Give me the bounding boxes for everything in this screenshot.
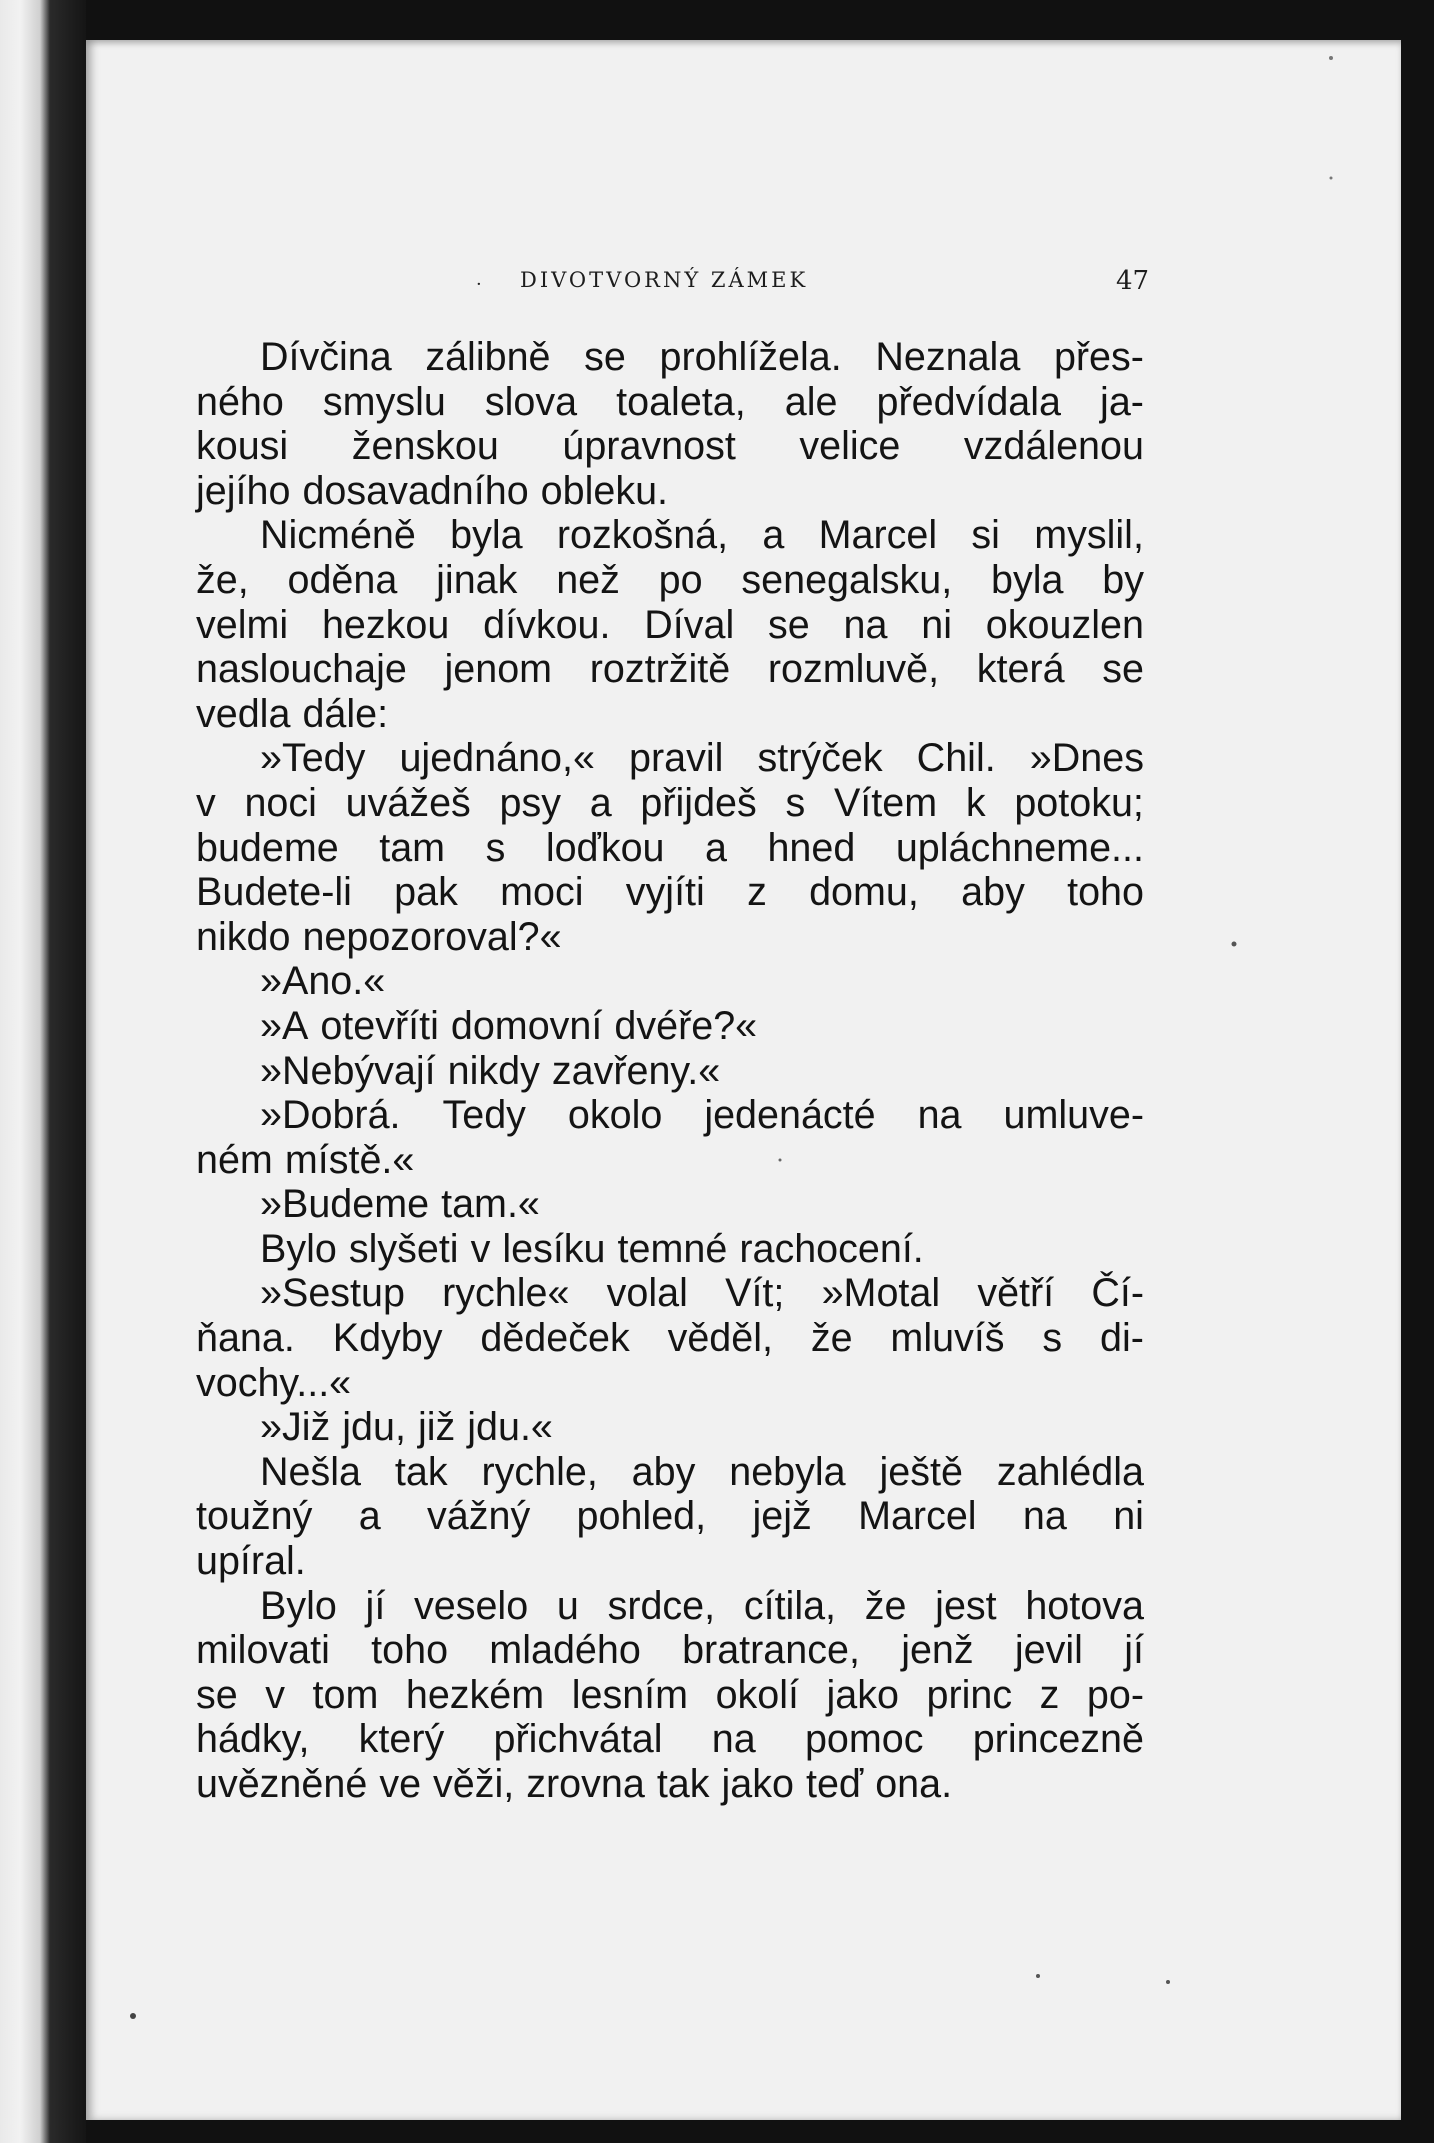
word: veselo: [414, 1583, 529, 1628]
word: »Nebývají: [260, 1048, 436, 1093]
word: Čí-: [1091, 1271, 1144, 1316]
word: princ: [926, 1672, 1013, 1717]
word: úpravnost: [562, 424, 736, 469]
word: Nicméně: [260, 513, 416, 558]
word: cítila,: [743, 1583, 837, 1628]
word: že: [864, 1583, 907, 1628]
text-line: [196, 959, 1144, 1004]
word: a: [358, 1494, 381, 1539]
text-line: [196, 424, 1144, 469]
word: než: [556, 557, 620, 602]
word: která: [976, 647, 1065, 692]
word: mladého: [489, 1628, 641, 1673]
text-line: [196, 1584, 1144, 1629]
word: kousi: [196, 424, 289, 469]
word: Bylo: [260, 1226, 337, 1271]
word: pravil: [629, 736, 724, 781]
word: který: [358, 1717, 445, 1762]
word: že: [810, 1316, 853, 1361]
word: hned: [767, 825, 856, 870]
word: Tedy: [442, 1093, 526, 1138]
word: již: [417, 1405, 456, 1450]
word: dědeček: [480, 1316, 630, 1361]
word: »Sestup: [260, 1271, 405, 1316]
text-line: [196, 558, 1144, 603]
text-line: [196, 1316, 1144, 1361]
word: »Dobrá.: [260, 1093, 401, 1138]
word: rychle«: [442, 1271, 570, 1316]
word: obleku.: [540, 468, 669, 513]
word: oděna: [287, 557, 398, 602]
word: po-: [1086, 1672, 1144, 1717]
word: k: [965, 780, 986, 825]
book-spine-edge: [0, 0, 86, 2143]
word: si: [971, 513, 1000, 558]
word: na: [917, 1093, 962, 1138]
word: toho: [371, 1628, 449, 1673]
word: nepozoroval?«: [302, 914, 562, 959]
word: s: [485, 825, 506, 870]
word: uvězněné: [196, 1762, 368, 1806]
word: po: [658, 557, 703, 602]
text-line: [196, 1405, 1144, 1450]
word: jako: [721, 1762, 794, 1806]
word: Nešla: [260, 1449, 361, 1494]
word: senegalsku,: [741, 557, 953, 602]
word: slyšeti: [348, 1226, 459, 1271]
word: upíral.: [196, 1539, 306, 1584]
word: jinak: [436, 557, 518, 602]
word: di-: [1100, 1316, 1144, 1361]
word: byla: [991, 557, 1064, 602]
word: psy: [499, 780, 561, 825]
text-line: [196, 1271, 1144, 1316]
word: tom: [312, 1672, 379, 1717]
word: Marcel: [818, 513, 938, 558]
text-line: [196, 1494, 1144, 1539]
word: rozmluvě,: [767, 647, 940, 692]
word: ve: [379, 1762, 422, 1806]
word: tam.«: [441, 1182, 540, 1227]
text-line: [196, 513, 1144, 558]
word: teď: [805, 1762, 864, 1806]
word: rozkošná,: [556, 513, 729, 558]
word: tam: [379, 825, 446, 870]
word: jevil: [1014, 1628, 1083, 1673]
word: místě.«: [284, 1137, 415, 1182]
word: jedenácté: [704, 1093, 876, 1138]
word: »Již: [260, 1405, 331, 1450]
word: loďkou: [545, 825, 665, 870]
word: aby: [961, 870, 1025, 915]
word: nikdy: [447, 1048, 540, 1093]
word: srdce,: [607, 1583, 716, 1628]
word: »Motal: [821, 1271, 941, 1316]
word: jenž: [901, 1628, 974, 1673]
word: bratrance,: [682, 1628, 860, 1673]
word: okolo: [567, 1093, 663, 1138]
word: slova: [484, 379, 578, 424]
word: hezkém: [405, 1672, 545, 1717]
word: na: [843, 602, 888, 647]
word: temné: [617, 1226, 728, 1271]
text-line: [196, 603, 1144, 648]
running-head: [0, 268, 1434, 298]
word: toaleta,: [616, 379, 746, 424]
text-line: [196, 469, 1144, 514]
word: jako: [826, 1672, 899, 1717]
text-line: [196, 915, 1144, 960]
word: »A: [260, 1003, 309, 1048]
word: noci: [244, 780, 317, 825]
text-line: [196, 1673, 1144, 1718]
word: velmi: [196, 602, 289, 647]
text-line: [196, 692, 1144, 737]
word: Neznala: [875, 335, 1021, 379]
text-line: [196, 1004, 1144, 1049]
word: naslouchaje: [196, 647, 407, 692]
word: s: [1042, 1316, 1063, 1361]
word: vážný: [427, 1494, 531, 1539]
word: umluve-: [1003, 1093, 1144, 1138]
head-ornament-dot: ·: [476, 274, 482, 295]
text-line: [196, 380, 1144, 425]
word: vochy...«: [196, 1360, 352, 1405]
word: strýček: [757, 736, 883, 781]
word: okolí: [715, 1672, 799, 1717]
word: hádky,: [196, 1717, 310, 1762]
text-line: [196, 1450, 1144, 1495]
word: jí: [365, 1583, 386, 1628]
word: jenom: [444, 647, 553, 692]
word: ještě: [879, 1449, 963, 1494]
word: vzdálenou: [963, 424, 1144, 469]
text-line: [196, 1227, 1144, 1272]
word: vedla: [196, 691, 291, 736]
word: a: [705, 825, 727, 870]
word: uvážeš: [345, 780, 471, 825]
word: a: [762, 513, 785, 558]
word: v: [470, 1226, 491, 1271]
word: Kdyby: [332, 1316, 443, 1361]
word: se: [196, 1672, 238, 1717]
word: pak: [394, 870, 458, 915]
word: v: [196, 780, 216, 825]
word: přichvátal: [493, 1717, 663, 1762]
text-line: [196, 826, 1144, 871]
word: volal: [606, 1271, 688, 1316]
word: ja-: [1100, 379, 1144, 424]
word: princezně: [972, 1717, 1144, 1762]
text-line: [196, 1049, 1144, 1094]
word: zahlédla: [996, 1449, 1144, 1494]
word: milovati: [196, 1628, 330, 1673]
word: dívkou.: [483, 602, 611, 647]
word: z: [1039, 1672, 1060, 1717]
word: smyslu: [322, 379, 446, 424]
word: jejž: [752, 1494, 812, 1539]
text-line: [196, 1138, 1144, 1183]
word: ňana.: [196, 1316, 295, 1361]
word: ného: [196, 379, 284, 424]
word: toužný: [196, 1494, 313, 1539]
word: »Budeme: [260, 1182, 430, 1227]
word: tak: [394, 1449, 448, 1494]
word: přes-: [1053, 335, 1144, 379]
word: jest: [935, 1583, 997, 1628]
word: s: [785, 780, 806, 825]
text-line: [196, 647, 1144, 692]
word: jdu.«: [467, 1405, 553, 1450]
word: pomoc: [804, 1717, 924, 1762]
word: rachocení.: [739, 1226, 924, 1271]
word: Bylo: [260, 1583, 337, 1628]
word: a: [589, 780, 612, 825]
word: zavřeny.«: [551, 1048, 721, 1093]
text-line: [196, 736, 1144, 781]
word: aby: [631, 1449, 696, 1494]
word: se: [768, 602, 810, 647]
text-line: [196, 1717, 1144, 1762]
word: potoku;: [1014, 780, 1144, 825]
word: zrovna: [526, 1762, 645, 1806]
word: ona.: [875, 1762, 953, 1806]
word: se: [1102, 647, 1144, 692]
page-number: 47: [1116, 266, 1150, 296]
word: ale: [784, 379, 838, 424]
word: upláchneme...: [895, 825, 1144, 870]
word: ném: [196, 1137, 273, 1182]
word: hezkou: [321, 602, 450, 647]
word: z: [747, 870, 767, 915]
word: dále:: [302, 691, 389, 736]
word: lesíku: [502, 1226, 606, 1271]
word: na: [711, 1717, 756, 1762]
word: u: [556, 1583, 579, 1628]
word: hotova: [1025, 1583, 1144, 1628]
word: rychle,: [481, 1449, 598, 1494]
word: moci: [500, 870, 584, 915]
text-line: [196, 1762, 1144, 1807]
word: jejího: [196, 468, 291, 513]
body-text: [196, 335, 1144, 1807]
word: domu,: [809, 870, 919, 915]
word: Vít;: [725, 1271, 785, 1316]
word: Dívčina: [260, 335, 392, 379]
word: domovní: [450, 1003, 603, 1048]
word: mluvíš: [890, 1316, 1005, 1361]
word: se: [584, 335, 626, 379]
word: velice: [799, 424, 901, 469]
word: vyjíti: [625, 870, 705, 915]
word: ženskou: [351, 424, 499, 469]
word: jí: [1124, 1628, 1144, 1673]
word: budeme: [196, 825, 339, 870]
text-line: [196, 781, 1144, 826]
word: ujednáno,«: [399, 736, 595, 781]
word: předvídala: [876, 379, 1061, 424]
word: Marcel: [858, 1494, 977, 1539]
text-line: [196, 1182, 1144, 1227]
word: věděl,: [667, 1316, 773, 1361]
word: Vítem: [833, 780, 938, 825]
word: »Tedy: [260, 736, 366, 781]
word: toho: [1067, 870, 1144, 915]
word: roztržitě: [589, 647, 731, 692]
word: by: [1102, 557, 1144, 602]
word: myslil,: [1034, 513, 1144, 558]
word: jdu,: [342, 1405, 406, 1450]
word: dosavadního: [302, 468, 529, 513]
word: dvéře?«: [614, 1003, 758, 1048]
word: prohlížela.: [659, 335, 842, 379]
word: tak: [656, 1762, 710, 1806]
running-head-title: DIVOTVORNÝ ZÁMEK: [520, 268, 809, 292]
word: byla: [450, 513, 523, 558]
text-line: [196, 1539, 1144, 1584]
word: Budete-li: [196, 870, 352, 915]
word: že,: [196, 557, 249, 602]
text-line: [196, 870, 1144, 915]
word: lesním: [571, 1672, 689, 1717]
word: v: [265, 1672, 285, 1717]
word: větří: [977, 1271, 1055, 1316]
text-line: [196, 1361, 1144, 1406]
word: Chil.: [916, 736, 996, 781]
word: okouzlen: [985, 602, 1144, 647]
word: ni: [1113, 1494, 1144, 1539]
word: nebyla: [729, 1449, 846, 1494]
text-line: [196, 1093, 1144, 1138]
text-line: [196, 335, 1144, 380]
word: zálibně: [425, 335, 551, 379]
word: přijdeš: [640, 780, 757, 825]
word: na: [1022, 1494, 1067, 1539]
word: věži,: [433, 1762, 515, 1806]
word: ni: [921, 602, 953, 647]
text-line: [196, 1628, 1144, 1673]
word: nikdo: [196, 914, 291, 959]
word: otevříti: [320, 1003, 439, 1048]
word: pohled,: [576, 1494, 707, 1539]
word: »Dnes: [1029, 736, 1144, 781]
word: »Ano.«: [260, 959, 386, 1004]
word: Díval: [644, 602, 735, 647]
